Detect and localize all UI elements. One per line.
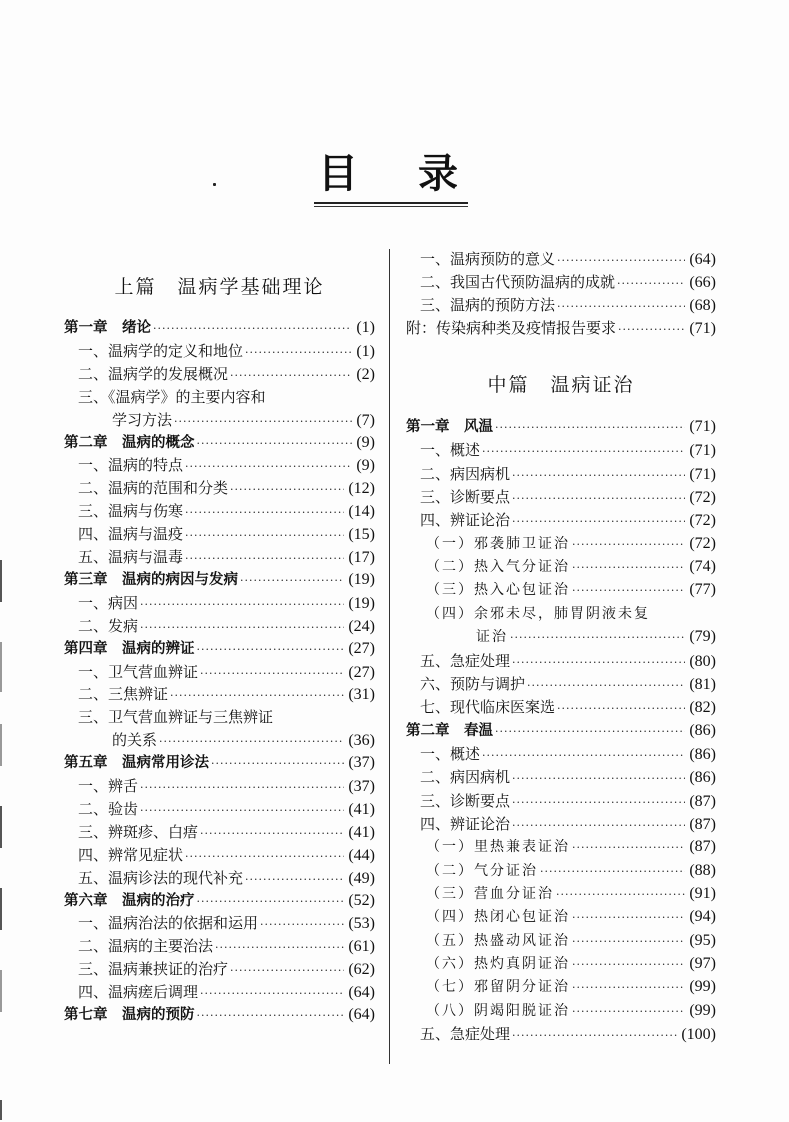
leader-dots (482, 746, 685, 766)
leader-dots (200, 664, 344, 684)
toc-entry-page: (82) (689, 699, 716, 717)
toc-entry-page: (86) (689, 745, 716, 763)
leader-dots (185, 847, 344, 867)
leader-dots (557, 297, 685, 317)
toc-entry-page: (72) (689, 534, 716, 552)
toc-entry-section (64, 547, 375, 567)
toc-entry-section (64, 501, 375, 521)
toc-entry-chapter (406, 417, 716, 437)
leader-dots (512, 793, 685, 813)
toc-entry-section (64, 364, 375, 384)
toc-entry-page: (97) (689, 955, 716, 973)
toc-entry-label: 五、温病与温毒 (78, 548, 184, 566)
toc-entry-chapter (64, 1005, 375, 1025)
toc-entry-subsection (406, 837, 716, 857)
toc-entry-page: (72) (689, 512, 716, 530)
toc-entry-chapter (64, 570, 375, 590)
toc-entry-page: (53) (348, 915, 375, 933)
toc-entry-page: (17) (348, 549, 375, 566)
toc-entry-label: 六、预防与调护 (420, 674, 526, 693)
leader-dots (557, 699, 685, 719)
toc-entry-label: 四、辨证论治 (420, 511, 511, 530)
toc-entry-section (64, 936, 375, 956)
leader-dots (512, 816, 685, 836)
toc-entry-label: 二、验齿 (78, 799, 139, 818)
toc-entry-label: 第三章 温病的病因与发病 (64, 571, 238, 588)
toc-entry-chapter (406, 721, 716, 741)
toc-entry-subsection (406, 931, 716, 951)
toc-entry-page: (87) (689, 815, 716, 833)
toc-entry-section (406, 249, 716, 269)
toc-entry-subsection (406, 557, 716, 577)
leader-dots (572, 535, 685, 555)
toc-entry-label: 三、温病与伤寒 (78, 502, 184, 521)
toc-entry-page: (52) (348, 891, 375, 909)
toc-entry-label: （二）气分证治 (426, 862, 538, 879)
scan-mark (0, 560, 2, 602)
leader-dots (197, 434, 353, 454)
toc-entry-label: 四、温病与温疫 (78, 525, 184, 544)
toc-entry-label: 四、温病瘥后调理 (78, 983, 199, 1002)
toc-entry-section (64, 341, 375, 361)
toc-entry-label: 一、温病预防的意义 (420, 250, 556, 268)
part-title-upper: 上篇 温病学基础理论 (114, 276, 325, 298)
column-divider (389, 249, 390, 1064)
toc-entry-label: 三、温病兼挟证的治疗 (78, 960, 229, 979)
toc-entry-label: 第七章 温病的预防 (64, 1007, 195, 1023)
leader-dots (572, 1002, 685, 1022)
toc-entry-page: (64) (689, 251, 716, 268)
toc-entry-label: 二、温病学的发展概况 (78, 364, 229, 383)
leader-dots (512, 653, 685, 673)
toc-entry-page: (95) (689, 931, 716, 949)
leader-dots (482, 442, 685, 462)
toc-entry-chapter (64, 318, 375, 338)
toc-entry-subsection (406, 861, 716, 881)
toc-entry-label: 三、《温病学》的主要内容和 (78, 387, 266, 406)
scan-mark (0, 1100, 2, 1120)
toc-entry-page: (87) (689, 838, 716, 856)
toc-entry-page: (87) (689, 792, 716, 810)
leader-dots (495, 418, 685, 438)
toc-entry-label: 第二章 春温 (406, 722, 493, 739)
toc-entry-label: 四、辨证论治 (420, 814, 511, 833)
toc-entry-label: 一、辨舌 (78, 777, 139, 795)
toc-entry-page: (36) (348, 732, 375, 750)
toc-entry-label: 一、概述 (420, 441, 481, 460)
toc-entry-section (64, 684, 375, 704)
toc-entry-page: (61) (348, 938, 375, 956)
toc-entry-label: 一、卫气营血辨证 (78, 662, 199, 681)
toc-entry-label: 三、卫气营血辨证与三焦辨证 (78, 708, 274, 727)
toc-entry-section (406, 744, 716, 764)
leader-dots (215, 938, 344, 958)
leader-dots (153, 319, 352, 339)
toc-entry-label: 学习方法 (112, 410, 173, 429)
toc-entry-label: 一、概述 (420, 744, 481, 763)
leader-dots (200, 984, 344, 1004)
toc-entry-page: (49) (348, 869, 375, 887)
toc-entry-page: (64) (348, 984, 375, 1002)
toc-entry-page: (66) (689, 274, 716, 291)
toc-entry-label: 一、温病学的定义和地位 (78, 341, 244, 360)
scan-mark (0, 642, 2, 692)
toc-entry-section (64, 982, 375, 1002)
toc-entry-page: (27) (348, 663, 375, 681)
toc-entry-label: 五、急症处理 (420, 651, 511, 670)
toc-entry-section (406, 295, 716, 315)
toc-entry-page: (9) (356, 457, 375, 475)
toc-entry-label: 四、辨常见症状 (78, 845, 184, 864)
toc-entry-section (64, 776, 375, 796)
toc-entry-label: （二）热入气分证治 (426, 559, 570, 576)
toc-entry-chapter (64, 753, 375, 773)
toc-entry-section (406, 464, 716, 484)
toc-entry-section (64, 913, 375, 933)
toc-entry-subsection (406, 580, 716, 600)
toc-entry-section (64, 868, 375, 888)
toc-entry-cont (64, 410, 375, 430)
leader-dots (572, 558, 685, 578)
toc-entry-label: 三、诊断要点 (420, 791, 511, 810)
toc-entry-label: 二、病因病机 (420, 768, 511, 787)
toc-entry-label: 五、温病诊法的现代补充 (78, 868, 244, 887)
toc-entry-page: (64) (348, 1006, 375, 1023)
toc-entry-label: 三、辨斑疹、白痦 (78, 822, 199, 841)
toc-entry-label: 二、三焦辨证 (78, 685, 169, 704)
leader-dots (185, 503, 344, 523)
toc-entry-label: 二、我国古代预防温病的成就 (420, 273, 616, 291)
toc-entry-page: (72) (689, 489, 716, 507)
toc-entry-section (64, 478, 375, 498)
leader-dots (140, 778, 344, 798)
toc-entry-page: (71) (689, 465, 716, 483)
toc-entry-section (64, 707, 375, 727)
toc-entry-label: 第二章 温病的概念 (64, 434, 195, 451)
toc-entry-label: （三）营血分证治 (426, 886, 554, 902)
leader-dots (197, 640, 345, 660)
toc-entry-subsection (406, 977, 716, 997)
toc-entry-subsection (406, 1001, 716, 1021)
toc-entry-page: (86) (689, 721, 716, 739)
toc-entry-label: 证治 (476, 629, 508, 646)
toc-entry-chapter (64, 433, 375, 453)
toc-entry-page: (24) (348, 617, 375, 635)
toc-entry-section (64, 662, 375, 682)
leader-dots (512, 489, 685, 509)
scan-mark (0, 970, 2, 1012)
toc-entry-section (406, 651, 716, 671)
toc-entry-page: (100) (681, 1026, 716, 1044)
toc-entry-page: (44) (348, 846, 375, 864)
leader-dots (200, 824, 344, 844)
toc-entry-label: （一）里热兼表证治 (426, 839, 570, 856)
toc-entry-page: (1) (356, 342, 375, 360)
leader-dots (260, 915, 344, 935)
leader-dots (174, 412, 352, 432)
leader-dots (512, 769, 685, 789)
toc-entry-label: 二、发病 (78, 616, 139, 635)
leader-dots (170, 686, 344, 706)
toc-entry-label: （四）热闭心包证治 (426, 909, 570, 926)
toc-entry-subsection (406, 884, 716, 904)
title-char-2: 录 (418, 151, 458, 197)
toc-entry-label: 一、病因 (78, 593, 139, 612)
leader-dots (512, 1026, 677, 1046)
leader-dots (540, 862, 685, 882)
toc-entry-label: 三、诊断要点 (420, 488, 511, 507)
toc-entry-page: (31) (348, 686, 375, 704)
leader-dots (185, 549, 344, 569)
toc-entry-section (406, 1024, 716, 1044)
leader-dots (572, 908, 685, 928)
toc-entry-section (406, 791, 716, 811)
toc-entry-label: （七）邪留阴分证治 (426, 979, 570, 996)
toc-entry-section (64, 593, 375, 613)
toc-entry-subcont (406, 627, 716, 647)
toc-entry-page: (7) (356, 411, 375, 429)
leader-dots (140, 801, 344, 821)
leader-dots (240, 571, 344, 591)
toc-entry-section (64, 822, 375, 842)
toc-entry-label: 二、温病的范围和分类 (78, 479, 229, 498)
toc-entry-subsection (406, 604, 716, 624)
toc-entry-label: 第一章 风温 (406, 419, 493, 435)
part-title-middle: 中篇 温病证治 (487, 374, 635, 396)
leader-dots (572, 932, 685, 952)
toc-entry-label: 二、病因病机 (420, 464, 511, 483)
toc-entry-section (406, 697, 716, 717)
toc-entry-page: (15) (348, 526, 375, 544)
toc-entry-section (406, 767, 716, 787)
toc-entry-section (64, 387, 375, 407)
toc-entry-page: (91) (689, 885, 716, 902)
toc-entry-section (406, 440, 716, 460)
toc-entry-page: (71) (689, 418, 716, 435)
toc-entry-page: (80) (689, 652, 716, 670)
title-rule-thin (314, 206, 468, 207)
toc-entry-plain (406, 318, 716, 338)
scan-mark (0, 724, 2, 766)
toc-entry-label: （八）阴竭阳脱证治 (426, 1002, 570, 1019)
leader-dots (185, 457, 352, 477)
leader-dots (211, 754, 344, 774)
toc-entry-page: (71) (689, 442, 716, 460)
leader-dots (185, 526, 344, 546)
leader-dots (572, 955, 685, 975)
leader-dots (512, 512, 685, 532)
toc-entry-label: 附：传染病种类及疫情报告要求 (406, 319, 617, 337)
leader-dots (495, 722, 685, 742)
toc-entry-page: (94) (689, 908, 716, 926)
leader-dots (512, 466, 685, 486)
leader-dots (230, 961, 344, 981)
toc-entry-cont (64, 730, 375, 750)
leader-dots (140, 595, 344, 615)
toc-entry-page: (62) (348, 961, 375, 979)
toc-entry-section (64, 616, 375, 636)
toc-entry-chapter (64, 639, 375, 659)
leader-dots (617, 274, 685, 294)
leader-dots (572, 581, 685, 601)
toc-entry-page: (1) (356, 319, 375, 336)
leader-dots (245, 870, 344, 890)
toc-entry-page: (41) (348, 800, 375, 818)
toc-entry-page: (19) (348, 594, 375, 612)
toc-entry-label: 一、温病的特点 (78, 456, 184, 475)
toc-entry-section (64, 455, 375, 475)
leader-dots (556, 885, 685, 905)
toc-entry-page: (86) (689, 769, 716, 787)
toc-entry-label: 第六章 温病的治疗 (64, 892, 195, 909)
leader-dots (197, 892, 345, 912)
toc-entry-page: (81) (689, 675, 716, 693)
leader-dots (510, 628, 685, 648)
leader-dots (557, 251, 685, 271)
toc-entry-label: 第五章 温病常用诊法 (64, 755, 209, 772)
toc-entry-section (406, 674, 716, 694)
toc-entry-label: 五、急症处理 (420, 1025, 511, 1044)
toc-entry-page: (88) (689, 861, 716, 879)
toc-entry-section (406, 814, 716, 834)
toc-entry-subsection (406, 907, 716, 927)
leader-dots (245, 343, 352, 363)
leader-dots (140, 618, 344, 638)
scan-mark (0, 888, 2, 930)
toc-entry-subsection (406, 954, 716, 974)
toc-entry-label: 第一章 绪论 (64, 320, 151, 336)
toc-entry-label: （一）邪袭肺卫证治 (426, 535, 570, 552)
toc-entry-label: （六）热灼真阴证治 (426, 956, 570, 973)
scan-speck (213, 183, 216, 186)
toc-entry-label: 一、温病治法的依据和运用 (78, 914, 259, 933)
toc-entry-section (64, 524, 375, 544)
toc-entry-page: (37) (348, 778, 375, 795)
toc-entry-label: 第四章 温病的辨证 (64, 640, 195, 657)
toc-entry-section (406, 510, 716, 530)
leader-dots (230, 366, 352, 386)
toc-entry-page: (41) (348, 823, 375, 841)
toc-entry-page: (99) (689, 978, 716, 996)
toc-entry-page: (14) (348, 503, 375, 521)
leader-dots (197, 1006, 345, 1026)
toc-entry-section (64, 799, 375, 819)
title-rule-thick (314, 202, 468, 204)
toc-entry-page: (74) (689, 558, 716, 576)
leader-dots (527, 676, 685, 696)
toc-entry-page: (37) (348, 754, 375, 772)
toc-entry-page: (79) (689, 628, 716, 646)
toc-entry-subsection (406, 534, 716, 554)
toc-entry-label: （四）余邪未尽，肺胃阴液未复 (426, 605, 650, 622)
toc-entry-page: (99) (689, 1001, 716, 1019)
toc-entry-label: （三）热入心包证治 (426, 582, 570, 599)
leader-dots (230, 480, 344, 500)
leader-dots (572, 838, 685, 858)
toc-entry-section (406, 272, 716, 292)
toc-entry-page: (19) (348, 570, 375, 588)
title-char-1: 目 (318, 151, 358, 197)
toc-entry-section (64, 959, 375, 979)
toc-entry-label: 二、温病的主要治法 (78, 937, 214, 956)
leader-dots (618, 320, 685, 340)
toc-entry-page: (27) (348, 639, 375, 657)
toc-entry-page: (9) (356, 433, 375, 451)
toc-entry-label: （五）热盛动风证治 (426, 932, 570, 949)
toc-entry-page: (12) (348, 480, 375, 498)
leader-dots (159, 732, 344, 752)
toc-entry-section (406, 487, 716, 507)
toc-entry-page: (68) (689, 297, 716, 314)
toc-entry-label: 三、温病的预防方法 (420, 296, 556, 314)
leader-dots (572, 978, 685, 998)
toc-entry-label: 的关系 (112, 731, 158, 750)
toc-entry-page: (2) (356, 365, 375, 383)
toc-entry-label: 七、现代临床医案选 (420, 698, 556, 717)
toc-entry-section (64, 845, 375, 865)
scan-mark (0, 806, 2, 848)
toc-entry-page: (77) (689, 581, 716, 599)
toc-entry-page: (71) (689, 320, 716, 337)
toc-entry-chapter (64, 891, 375, 911)
